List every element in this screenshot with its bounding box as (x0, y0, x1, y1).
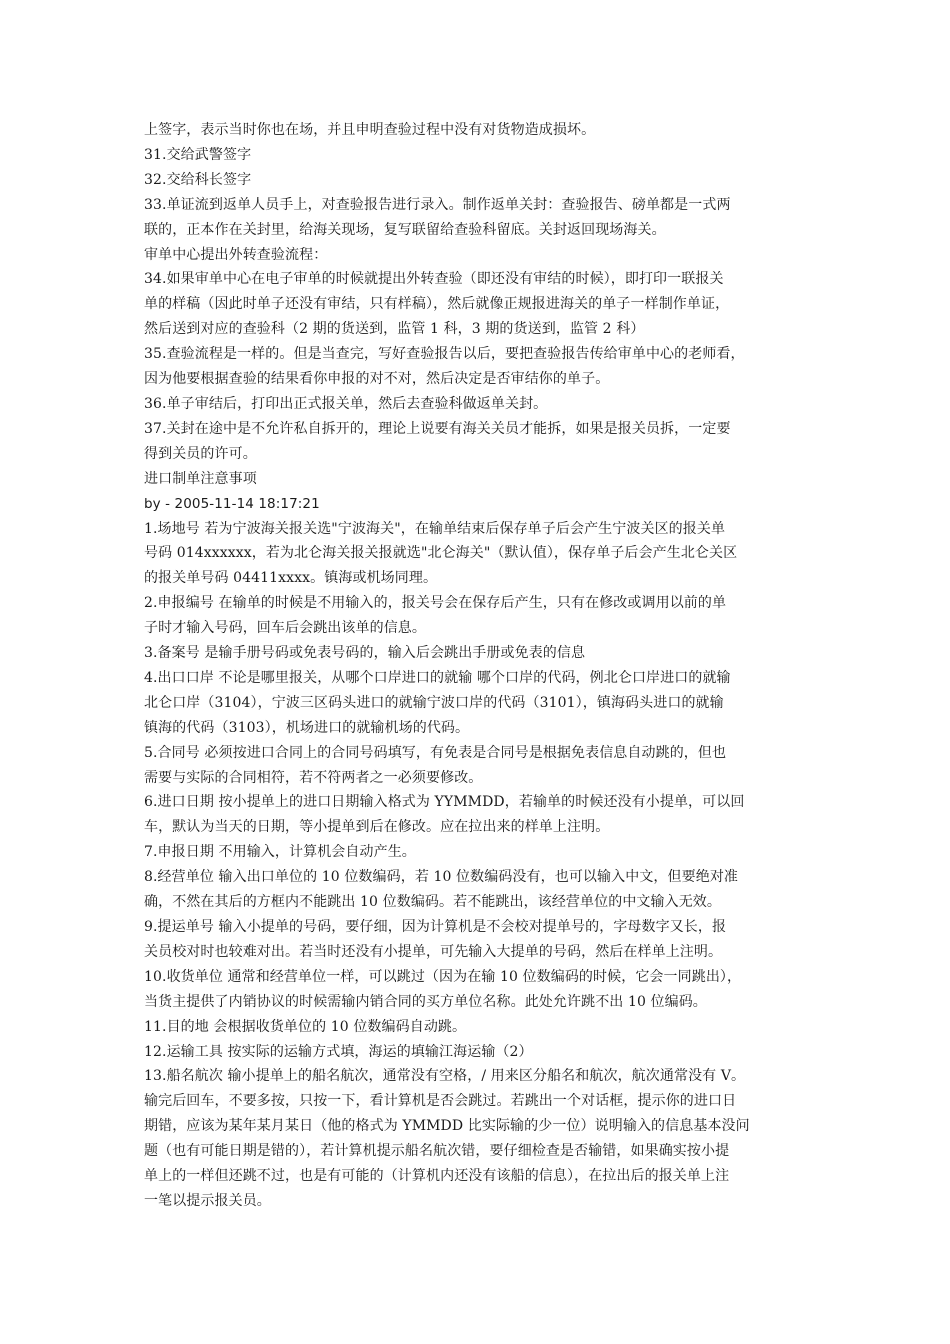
text-line: 32.交给科长签字 (144, 171, 252, 188)
text-line: 得到关员的许可。 (144, 445, 257, 462)
text-line: 2.申报编号 在输单的时候是不用输入的，报关号会在保存后产生，只有在修改或调用以前的单 (144, 595, 727, 612)
text-line: 镇海的代码（3103），机场进口的就输机场的代码。 (144, 719, 470, 736)
text-line: 期错，应该为某年某月某日（他的格式为 YMMDD 比实际输的少一位）说明输入的信息基本没问 (144, 1118, 750, 1135)
text-line: 8.经营单位 输入出口单位的 10 位数编码，若 10 位数编码没有，也可以输入中文，但要绝对准 (144, 869, 739, 886)
text-line: 1.场地号 若为宁波海关报关选"宁波海关"，在输单结束后保存单子后会产生宁波关区的报关单 (144, 520, 726, 537)
text-line: 34.如果审单中心在电子审单的时候就提出外转查验（即还没有审结的时候），即打印一联报关 (144, 271, 724, 288)
text-line: 13.船名航次 输小提单上的船名航次，通常没有空格，/ 用来区分船名和航次，航次通常没有 V。 (144, 1068, 746, 1085)
text-line: 单上的一样但还跳不过，也是有可能的（计算机内还没有该船的信息），在拉出后的报关单上注 (144, 1168, 730, 1185)
text-line: 4.出口口岸 不论是哪里报关，从哪个口岸进口的就输 哪个口岸的代码，例北仑口岸进口的就输 (144, 669, 731, 686)
text-line: 因为他要根据查验的结果看你申报的对不对，然后决定是否审结你的单子。 (144, 371, 610, 388)
text-line: 10.收货单位 通常和经营单位一样，可以跳过（因为在输 10 位数编码的时候，它会一同跳出）， (144, 968, 742, 985)
text-line: 确，不然在其后的方框内不能跳出 10 位数编码。若不能跳出，该经营单位的中文输入无效。 (144, 894, 722, 911)
byline: by - 2005-11-14 18:17:21 (144, 495, 320, 512)
text-line: 输完后回车，不要多按，只按一下，看计算机是否会跳过。若跳出一个对话框，提示你的进口日 (144, 1093, 737, 1110)
text-line: 单的样稿（因此时单子还没有审结，只有样稿），然后就像正规报进海关的单子一样制作单证， (144, 296, 730, 313)
text-line: 36.单子审结后，打印出正式报关单，然后去查验科做返单关封。 (144, 395, 548, 412)
text-line: 关员校对时也较难对出。若当时还没有小提单，可先输入大提单的号码，然后在样单上注明。 (144, 943, 723, 960)
text-line: 题（也有可能日期是错的），若计算机提示船名航次错，要仔细检查是否输错，如果确实按小提 (144, 1143, 730, 1160)
text-line: 12.运输工具 按实际的运输方式填，海运的填输江海运输（2） (144, 1043, 533, 1060)
section-heading: 进口制单注意事项 (144, 470, 257, 487)
text-line: 当货主提供了内销协议的时候需输内销合同的买方单位名称。此处允许跳不出 10 位编码。 (144, 993, 707, 1010)
text-line: 37.关封在途中是不允许私自拆开的，理论上说要有海关关员才能拆，如果是报关员拆，一定要 (144, 420, 731, 437)
text-line: 6.进口日期 按小提单上的进口日期输入格式为 YYMMDD，若输单的时候还没有小提单，可以回 (144, 794, 745, 811)
text-line: 5.合同号 必须按进口合同上的合同号码填写，有免表是合同号是根据免表信息自动跳的，但也 (144, 744, 727, 761)
section-heading: 审单中心提出外转查验流程： (144, 246, 328, 263)
text-line: 北仑口岸（3104），宁波三区码头进口的就输宁波口岸的代码（3101），镇海码头进口的就输 (144, 694, 724, 711)
text-line: 一笔以提示报关员。 (144, 1192, 271, 1209)
text-line: 33.单证流到返单人员手上，对查验报告进行录入。制作返单关封：查验报告、磅单都是一式两 (144, 196, 731, 213)
text-line: 车，默认为当天的日期，等小提单到后在修改。应在拉出来的样单上注明。 (144, 819, 610, 836)
text-line: 上签字，表示当时你也在场，并且申明查验过程中没有对货物造成损坏。 (144, 122, 596, 138)
text-line: 9.提运单号 输入小提单的号码，要仔细，因为计算机是不会校对提单号的，字母数字又长，报 (144, 919, 727, 935)
text-line: 31.交给武警签字 (144, 146, 252, 163)
text-line: 7.申报日期 不用输入，计算机会自动产生。 (144, 844, 416, 861)
text-line: 11.目的地 会根据收货单位的 10 位数编码自动跳。 (144, 1018, 467, 1035)
text-line: 然后送到对应的查验科（2 期的货送到，监管 1 科，3 期的货送到，监管 2 科） (144, 321, 645, 338)
document-body (144, 118, 808, 1214)
text-line: 需要与实际的合同相符，若不符两者之一必须要修改。 (144, 769, 483, 786)
text-line: 3.备案号 是输手册号码或免表号码的，输入后会跳出手册或免表的信息 (144, 645, 586, 662)
text-line: 联的，正本作在关封里，给海关现场，复写联留给查验科留底。关封返回现场海关。 (144, 221, 666, 238)
text-line: 号码 014xxxxxx，若为北仑海关报关报就选"北仑海关"（默认值），保存单子后会产生北仑关区 (144, 545, 738, 562)
text-line: 的报关单号码 04411xxxx。镇海或机场同理。 (144, 570, 438, 587)
text-line: 35.查验流程是一样的。但是当查完，写好查验报告以后，要把查验报告传给审单中心的老师看， (144, 346, 745, 363)
text-line: 子时才输入号码，回车后会跳出该单的信息。 (144, 620, 426, 637)
